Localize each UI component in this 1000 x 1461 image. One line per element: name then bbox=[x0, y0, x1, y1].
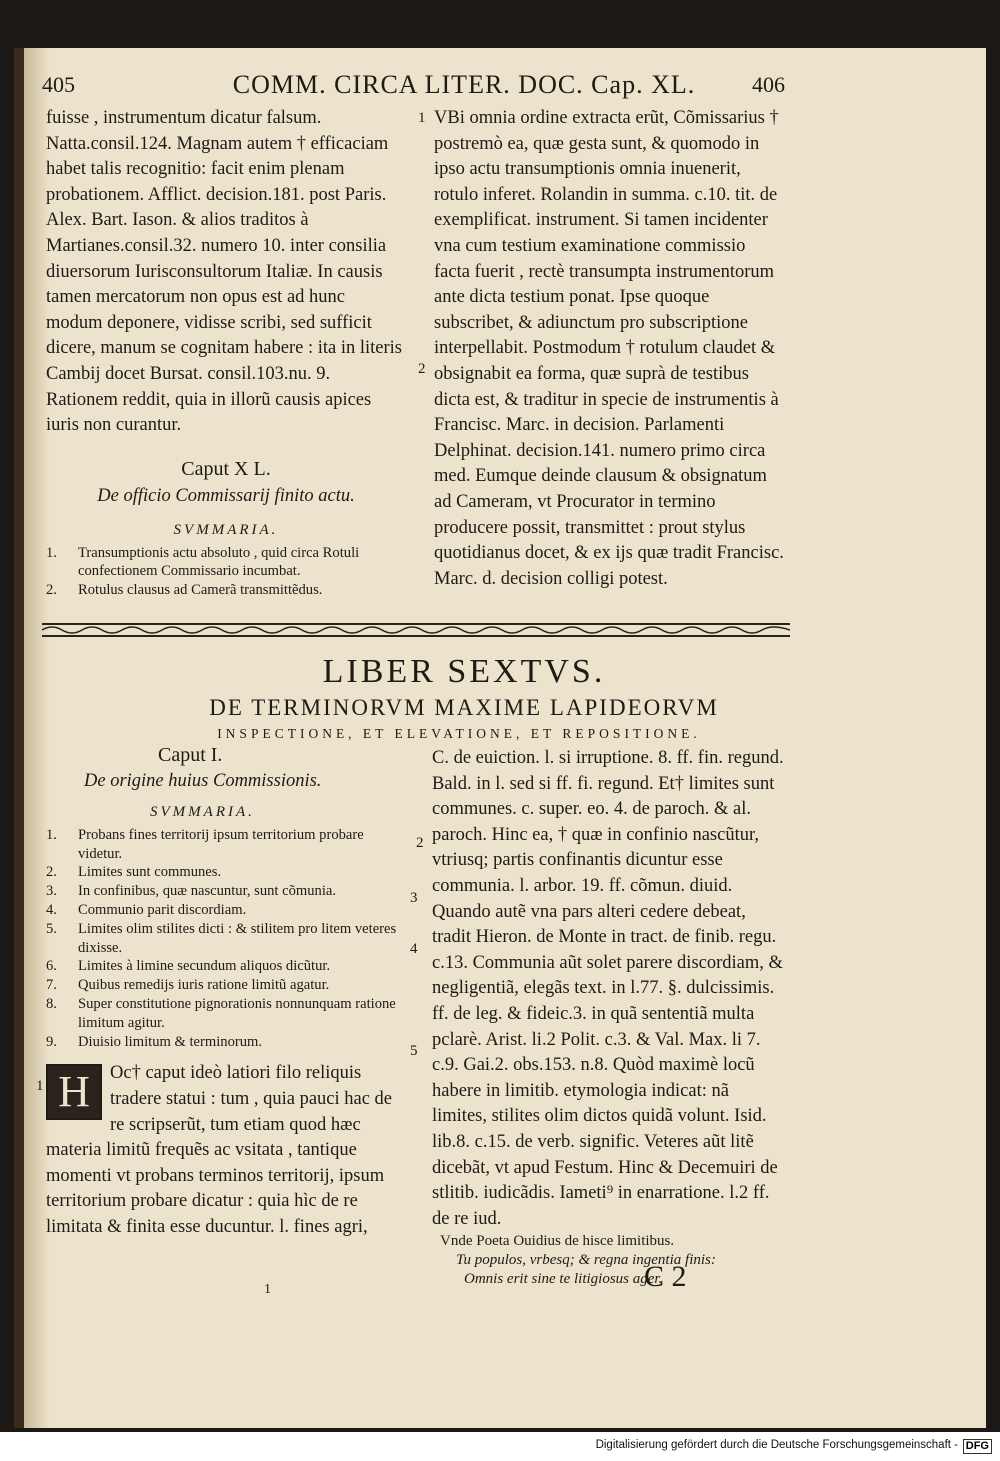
list-item: 5. Limites olim stilites dicti : & stilitem pro litem veteres dixisse. bbox=[46, 920, 397, 956]
paragraph: Oc† caput ideò latiori filo reliquis tradere statui : tum , quia pauci hac de re scripserũt, tum etiam quod hæc materia limitũ frequẽs ac vsitata , tantique momenti vt probans terminos territorij, ipsum territorium probare dicatur : quia hìc de re limitata & finita esse ducuntur. l. fines agri, bbox=[46, 1063, 393, 1237]
left-column-bottom bbox=[46, 743, 406, 1241]
digitization-footer bbox=[0, 1432, 1000, 1461]
book-subtitle-small: INSPECTIONE, ET ELEVATIONE, ET REPOSITIONE. bbox=[217, 726, 701, 741]
ornamental-rule bbox=[42, 620, 790, 640]
decorated-initial: H bbox=[46, 1064, 102, 1120]
chapter-subtitle: De officio Commissarij finito actu. bbox=[97, 486, 355, 507]
list-item: 2. Limites sunt communes. bbox=[46, 864, 222, 881]
paragraph: C. de euiction. l. si irruptione. 8. ff. fin. regund. Bald. in l. sed si ff. fi. regund. Et† limites sunt communes. c. super. eo. 4. de paroch. & al. paroch. Hinc ea, † quæ in confinio nascũtur, vtriusq; partis confinantis dicuntur esse communia. l. arbor. 19. ff. cõmun. diuid. Quando autẽ vna pars alteri cedere debeat, tradit Hieron. de Monte in tract. de finib. regu. c.13. Communia aũt solet parere discordiam, & negligentiã, elegãs text. in l.77. §. dulcissimis. ff. de leg. & fideic.3. in quã sententiã multa pclarè. Arist. li.2 Polit. c.3. & Val. Max. li 7. c.9. Gai.2. obs.153. n.8. Quòd maximè locũ habere in limitib. etymologia indicat: nã limites, stilites olim dictos quidã volunt. Isid. lib.8. c.15. de verb. signific. Veteres aũt litẽ dicebãt, vt apud Festum. Hinc & Decemuiri de stlitib. iudicãdis. Iameti⁹ in enarratione. l.2 ff. de re iud. bbox=[432, 748, 784, 1229]
chapter-heading: Caput X L. bbox=[181, 457, 271, 480]
funding-note: Digitalisierung gefördert durch die Deutsche Forschungsgemeinschaft - bbox=[595, 1439, 958, 1451]
paragraph: VBi omnia ordine extracta erũt, Cõmissarius † postremò ea, quæ gesta sunt, & quomodo in ipso actu transumptionis omnia inuenerit, rotulo inferet. Rolandin in summa. c.10. tit. de exemplificat. instrument. Si tamen incidenter vna cum testium examinatione commissio facta fuerit , rectè transumpta instrumentorum ante dicta testium ponat. Ipse quoque subscribet, & adiunctum pro subscriptione interpellabit. Postmodum † rotulum claudet & obsignabit ea forma, quæ suprà de testibus dicta est, & traditur in specie de instrumentis à Francisc. Marc. in decision. Parlamenti Delphinat. decision.141. numero primo circa med. Eumque deinde clausum & obsignatum ad Cameram, vt Procurator in termino producere possit, transmittet : prout stylus quotidianus docet, & ex ijs quæ tradit Francisc. Marc. d. decision colligi potest. bbox=[434, 108, 784, 589]
signature-mark: C 2 bbox=[644, 1260, 687, 1293]
book-subtitle: DE TERMINORVM MAXIME LAPIDEORVM bbox=[209, 695, 719, 720]
paragraph: fuisse , instrumentum dicatur falsum. Natta.consil.124. Magnam autem † efficaciam habet talis recognitio: facit enim plenam probationem. Afflict. decision.181. post Paris. Alex. Bart. Iason. & alios traditos à Martianes.consil.32. numero 10. inter consilia diuersorum Iurisconsultorum Italiæ. In causis tamen mercatorum non opus est ad hunc modum deponere, vidisse scribi, sed sufficit dicere, manum se cognitam habere : ita in literis Cambij docet Bursat. consil.103.nu. 9. Rationem reddit, quia in illorũ causis apices iuris non curantur. bbox=[46, 108, 402, 436]
list-item: 4. Communio parit discordiam. bbox=[46, 901, 247, 918]
summaria-heading: SVMMARIA. bbox=[173, 521, 279, 538]
book-page bbox=[14, 48, 986, 1428]
verse-intro: Vnde Poeta Ouidius de hisce limitibus. bbox=[440, 1233, 675, 1250]
dfg-logo: DFG bbox=[963, 1439, 992, 1454]
list-item: 1. Transumptionis actu absoluto , quid circa Rotuli confectionem Commissario incumbat. bbox=[46, 544, 360, 580]
list-item: 7. Quibus remedijs iuris ratione limitũ agatur. bbox=[46, 977, 330, 994]
catchword-left: 1 bbox=[264, 1282, 271, 1297]
chapter-heading: Caput I. bbox=[158, 744, 223, 766]
margin-number: 1 bbox=[418, 110, 426, 126]
list-item: 8. Super constitutione pignorationis nonnunquam ratione limitum agitur. bbox=[46, 995, 396, 1031]
chapter-subtitle: De origine huius Commissionis. bbox=[84, 770, 322, 791]
running-head: COMM. CIRCA LITER. DOC. Cap. XL. bbox=[232, 70, 696, 99]
margin-number: 4 bbox=[410, 941, 418, 957]
verse-line: Tu populos, vrbesq; & regna ingentia finis: bbox=[456, 1252, 716, 1269]
list-item: 2. Rotulus clausus ad Camerã transmittẽdus. bbox=[46, 582, 323, 599]
list-item: 6. Limites à limine secundum aliquos dicũtur. bbox=[46, 958, 331, 975]
folio-right: 406 bbox=[752, 72, 785, 97]
margin-number: 2 bbox=[416, 835, 424, 851]
margin-number: 2 bbox=[418, 361, 426, 377]
folio-left: 405 bbox=[42, 72, 75, 97]
list-item: 3. In confinibus, quæ nascuntur, sunt cõmunia. bbox=[46, 883, 337, 900]
margin-number: 1 bbox=[36, 1078, 44, 1094]
left-column-top bbox=[46, 106, 406, 600]
summaria-list bbox=[46, 826, 406, 1052]
book-title: LIBER SEXTVS. bbox=[322, 653, 606, 690]
list-item: 9. Diuisio limitum & terminorum. bbox=[46, 1033, 263, 1050]
right-column-top bbox=[434, 106, 784, 592]
summaria-heading: SVMMARIA. bbox=[150, 804, 255, 821]
right-column-bottom bbox=[432, 746, 784, 1289]
summaria-list bbox=[46, 544, 406, 600]
margin-number: 3 bbox=[410, 890, 418, 906]
list-item: 1. Probans fines territorij ipsum territorium probare videtur. bbox=[46, 826, 364, 862]
body-text bbox=[46, 1061, 406, 1240]
margin-number: 5 bbox=[410, 1043, 418, 1059]
verse-line: Omnis erit sine te litigiosus ager. bbox=[464, 1271, 663, 1288]
